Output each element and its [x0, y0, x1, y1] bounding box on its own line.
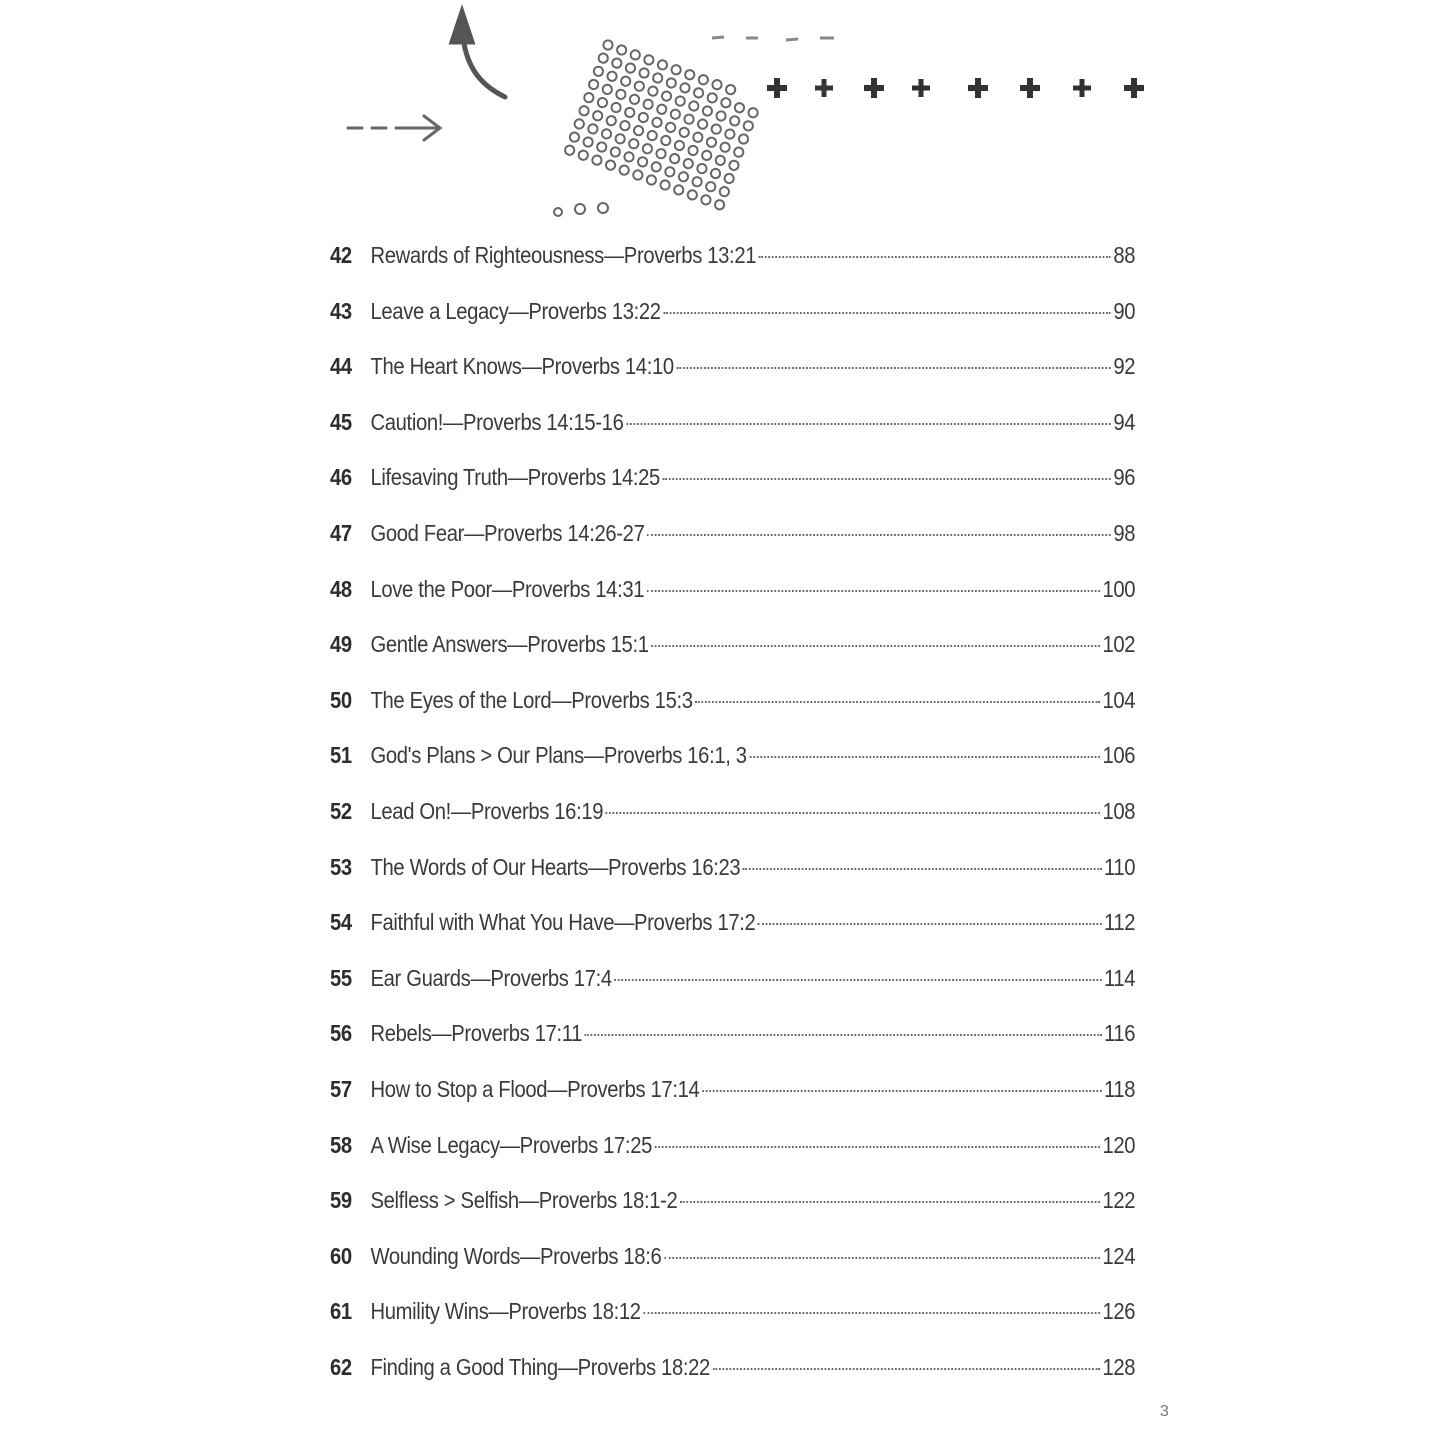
- entry-page: 114: [1103, 964, 1136, 991]
- entry-title: Finding a Good Thing—Proverbs 18:22: [370, 1353, 710, 1380]
- toc-entry[interactable]: [330, 784, 1135, 840]
- small-circles-icon: [554, 203, 608, 216]
- entry-title: Wounding Words—Proverbs 18:6: [370, 1242, 662, 1269]
- entry-page: 116: [1103, 1020, 1136, 1047]
- toc-entry[interactable]: [330, 1229, 1135, 1285]
- dot-leader: [702, 1090, 1101, 1092]
- page-number: 3: [1160, 1403, 1169, 1420]
- entry-page: 106: [1102, 742, 1136, 769]
- entry-page: 104: [1102, 686, 1136, 713]
- table-of-contents: [330, 228, 1135, 1395]
- toc-entry[interactable]: [330, 1062, 1135, 1118]
- entry-title: Good Fear—Proverbs 14:26-27: [370, 519, 645, 546]
- toc-entry[interactable]: [330, 506, 1135, 562]
- entry-page: 128: [1102, 1353, 1136, 1380]
- toc-entry[interactable]: [330, 339, 1135, 395]
- entry-page: 96: [1113, 464, 1136, 491]
- entry-title: Humility Wins—Proverbs 18:12: [370, 1298, 641, 1325]
- entry-title: A Wise Legacy—Proverbs 17:25: [370, 1131, 653, 1158]
- entry-page: 100: [1102, 575, 1136, 602]
- entry-title: Rewards of Righteousness—Proverbs 13:21: [370, 242, 757, 268]
- dot-leader: [664, 1257, 1100, 1259]
- entry-title: Caution!—Proverbs 14:15-16: [370, 408, 624, 435]
- entry-page: 108: [1102, 797, 1136, 824]
- toc-entry[interactable]: [330, 617, 1135, 673]
- entry-number: 51: [330, 742, 352, 769]
- entry-number: 50: [330, 686, 352, 713]
- entry-number: 45: [330, 408, 352, 435]
- entry-number: 58: [330, 1131, 352, 1158]
- entry-page: 90: [1113, 297, 1136, 324]
- dot-leader: [647, 590, 1100, 592]
- entry-number: 53: [330, 853, 352, 880]
- toc-entry[interactable]: [330, 450, 1135, 506]
- dot-leader: [647, 534, 1111, 536]
- entry-title: Ear Guards—Proverbs 17:4: [370, 964, 612, 991]
- toc-entry[interactable]: [330, 673, 1135, 729]
- dot-leader: [651, 645, 1100, 647]
- entry-number: 54: [330, 909, 352, 936]
- dot-leader: [663, 478, 1111, 480]
- dot-leader: [655, 1146, 1100, 1148]
- entry-title: God's Plans > Our Plans—Proverbs 16:1, 3: [370, 742, 747, 769]
- entry-title: Lead On!—Proverbs 16:19: [370, 797, 604, 824]
- dot-leader: [743, 868, 1101, 870]
- toc-entry[interactable]: [330, 951, 1135, 1007]
- entry-number: 49: [330, 631, 352, 658]
- dot-leader: [759, 256, 1111, 258]
- dot-leader: [585, 1034, 1102, 1036]
- toc-entry[interactable]: [330, 1173, 1135, 1229]
- entry-page: 120: [1102, 1131, 1136, 1158]
- entry-page: 98: [1113, 519, 1136, 546]
- entry-title: Selfless > Selfish—Proverbs 18:1-2: [370, 1187, 678, 1214]
- toc-entry[interactable]: [330, 228, 1135, 284]
- dot-leader: [695, 701, 1100, 703]
- dot-leader: [713, 1368, 1100, 1370]
- entry-number: 47: [330, 519, 352, 546]
- dot-leader: [606, 812, 1100, 814]
- dot-leader: [663, 312, 1110, 314]
- entry-number: 56: [330, 1020, 352, 1047]
- entry-number: 52: [330, 797, 352, 824]
- entry-page: 88: [1113, 242, 1136, 268]
- entry-number: 48: [330, 575, 352, 602]
- entry-number: 55: [330, 964, 352, 991]
- entry-number: 62: [330, 1353, 352, 1380]
- entry-page: 112: [1103, 909, 1136, 936]
- entry-number: 46: [330, 464, 352, 491]
- entry-number: 42: [330, 242, 352, 268]
- dot-leader: [680, 1201, 1100, 1203]
- entry-title: The Heart Knows—Proverbs 14:10: [370, 353, 674, 380]
- entry-number: 59: [330, 1187, 352, 1214]
- dot-leader: [676, 367, 1110, 369]
- toc-entry[interactable]: [330, 1118, 1135, 1174]
- entry-title: How to Stop a Flood—Proverbs 17:14: [370, 1075, 700, 1102]
- entry-page: 122: [1102, 1187, 1136, 1214]
- entry-title: Gentle Answers—Proverbs 15:1: [370, 631, 649, 658]
- entry-title: Lifesaving Truth—Proverbs 14:25: [370, 464, 660, 491]
- entry-title: The Eyes of the Lord—Proverbs 15:3: [370, 686, 693, 713]
- toc-entry[interactable]: [330, 562, 1135, 618]
- circle-grid-icon: [564, 39, 764, 211]
- dot-leader: [614, 979, 1101, 981]
- dot-leader: [758, 923, 1101, 925]
- entry-number: 44: [330, 353, 352, 380]
- toc-entry[interactable]: [330, 895, 1135, 951]
- entry-number: 60: [330, 1242, 352, 1269]
- dot-leader: [643, 1312, 1100, 1314]
- entry-number: 61: [330, 1298, 352, 1325]
- entry-title: Love the Poor—Proverbs 14:31: [370, 575, 645, 602]
- toc-entry[interactable]: [330, 1340, 1135, 1396]
- toc-entry[interactable]: [330, 395, 1135, 451]
- header-decoration: [0, 0, 1445, 240]
- entry-page: 126: [1102, 1298, 1136, 1325]
- toc-entry[interactable]: [330, 1006, 1135, 1062]
- toc-entry[interactable]: [330, 728, 1135, 784]
- toc-entry[interactable]: [330, 1284, 1135, 1340]
- entry-title: Faithful with What You Have—Proverbs 17:2: [370, 909, 756, 936]
- entry-page: 124: [1102, 1242, 1136, 1269]
- plus-row-icon: [767, 78, 1144, 98]
- entry-number: 43: [330, 297, 352, 324]
- entry-title: The Words of Our Hearts—Proverbs 16:23: [370, 853, 741, 880]
- entry-page: 92: [1113, 353, 1136, 380]
- entry-page: 102: [1102, 631, 1136, 658]
- dash-marks: [712, 37, 834, 40]
- toc-entry[interactable]: [330, 840, 1135, 896]
- entry-number: 57: [330, 1075, 352, 1102]
- entry-title: Rebels—Proverbs 17:11: [370, 1020, 583, 1047]
- dashed-arrow-right-icon: [348, 116, 440, 140]
- toc-entry[interactable]: [330, 284, 1135, 340]
- entry-title: Leave a Legacy—Proverbs 13:22: [370, 297, 661, 324]
- arrow-up-icon: [452, 12, 505, 97]
- entry-page: 94: [1113, 408, 1136, 435]
- dot-leader: [749, 756, 1099, 758]
- entry-page: 110: [1103, 853, 1136, 880]
- dot-leader: [626, 423, 1111, 425]
- entry-page: 118: [1103, 1075, 1136, 1102]
